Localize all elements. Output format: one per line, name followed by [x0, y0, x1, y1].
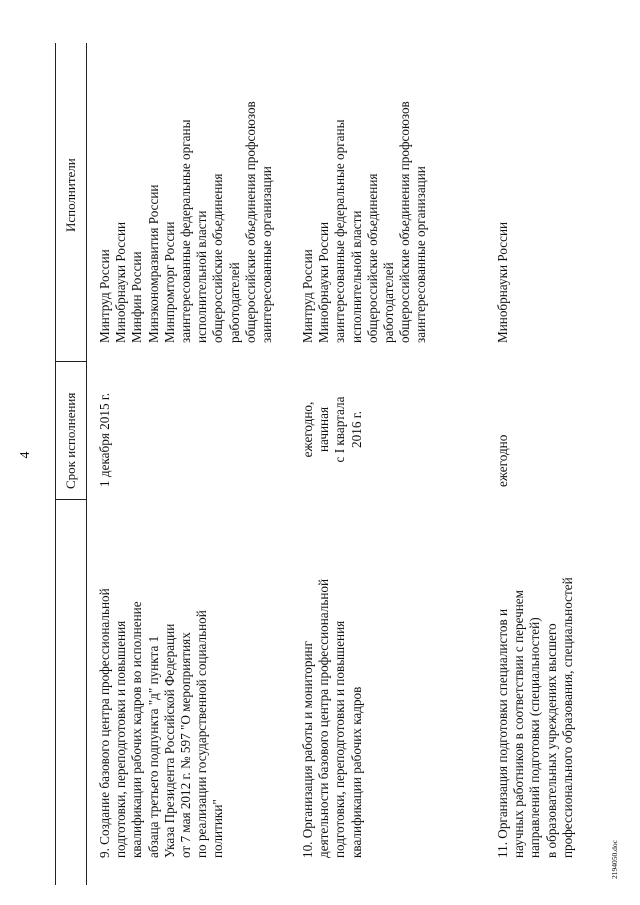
row-11-executors: [495, 222, 511, 343]
executor-line: работодателей: [381, 262, 397, 343]
row-9-task-line: 9. Создание базового центра профессиональной: [97, 588, 112, 858]
executor-line: заинтересованные организации: [413, 166, 429, 343]
row-11-deadline-line: ежегодно: [495, 434, 510, 487]
table-top-rule: [55, 43, 56, 885]
executor-line: общероссийские объединения: [210, 173, 226, 343]
row-9-task-line: по реализации государственной социальной: [194, 610, 210, 858]
row-9-deadline: [97, 393, 113, 487]
row-11-task-line: научных работников в соответствии с перечнем: [511, 590, 527, 858]
row-10-task: [300, 579, 365, 858]
executor-line: исполнительной власти: [348, 210, 364, 343]
executor-line: Минобрнауки России: [113, 221, 129, 343]
header-executors: Исполнители: [63, 158, 78, 232]
row-9-task-line: политики": [210, 799, 226, 858]
row-11-deadline: [495, 435, 511, 487]
row-11-task: [495, 577, 576, 858]
row-9-task-line: Указа Президента Российской Федерации: [161, 623, 177, 858]
executor-line: Минэкономразвития России: [145, 184, 161, 343]
row-11-task-line: в образовательных учреждениях высшего: [543, 623, 559, 858]
executor-line: общероссийские объединения: [364, 173, 380, 343]
executor-line: исполнительной власти: [194, 210, 210, 343]
executor-line: Минтруд России: [97, 249, 112, 343]
executor-line: заинтересованные федеральные органы: [178, 119, 194, 343]
row-10-deadline-line: с I квартала: [332, 396, 348, 463]
executor-line: заинтересованные федеральные органы: [332, 119, 348, 343]
rotated-page: [20, 25, 620, 885]
row-10-task-line: деятельности базового центра профессиональной: [316, 578, 332, 858]
row-9-task-line: подготовки, переподготовки и повышения: [113, 620, 129, 858]
executor-line: Минфин России: [129, 251, 145, 343]
row-10-deadline-line: начиная: [316, 406, 332, 453]
executor-line: Минобрнауки России: [316, 221, 332, 343]
row-10-deadline-line: 2016 г.: [348, 411, 364, 448]
executor-line: работодателей: [226, 262, 242, 343]
row-10-task-line: квалификации рабочих кадров: [348, 686, 364, 858]
executor-line: заинтересованные организации: [259, 166, 275, 343]
row-10-executors: [300, 101, 430, 343]
row-10-deadline-line: ежегодно,: [300, 401, 315, 458]
executor-line: общероссийские объединения профсоюзов: [242, 101, 258, 343]
executor-line: Минпромторг России: [161, 221, 177, 343]
executor-line: общероссийские объединения профсоюзов: [397, 101, 413, 343]
row-11-task-line: профессионального образования, специальностей: [559, 577, 575, 858]
row-11-task-line: 11. Организация подготовки специалистов и: [495, 608, 510, 858]
row-10-task-line: 10. Организация работы и мониторинг: [300, 640, 315, 858]
row-10-deadline: [300, 372, 365, 487]
row-9-deadline-line: 1 декабря 2015 г.: [97, 392, 112, 487]
page-number: 4: [18, 451, 33, 459]
header-deadline: Срок исполнения: [63, 392, 78, 489]
header-bottom-rule: [86, 43, 87, 885]
document-footer: 2194050.doc: [610, 840, 619, 879]
column-rule-2: [55, 361, 86, 362]
row-9-executors: [97, 101, 275, 343]
executor-line: Минобрнауки России: [495, 221, 510, 343]
row-9-task-line: от 7 мая 2012 г. № 597 "О мероприятиях: [178, 632, 194, 858]
row-9-task-line: абзаца третьего подпункта "д" пункта 1: [145, 635, 161, 858]
row-10-task-line: подготовки, переподготовки и повышения: [332, 620, 348, 858]
row-9-task-line: квалификации рабочих кадров во исполнение: [129, 601, 145, 858]
row-11-task-line: направлений подготовки (специальностей): [527, 617, 543, 858]
row-9-task: [97, 588, 227, 858]
executor-line: Минтруд России: [300, 249, 315, 343]
column-rule-1: [55, 499, 86, 500]
